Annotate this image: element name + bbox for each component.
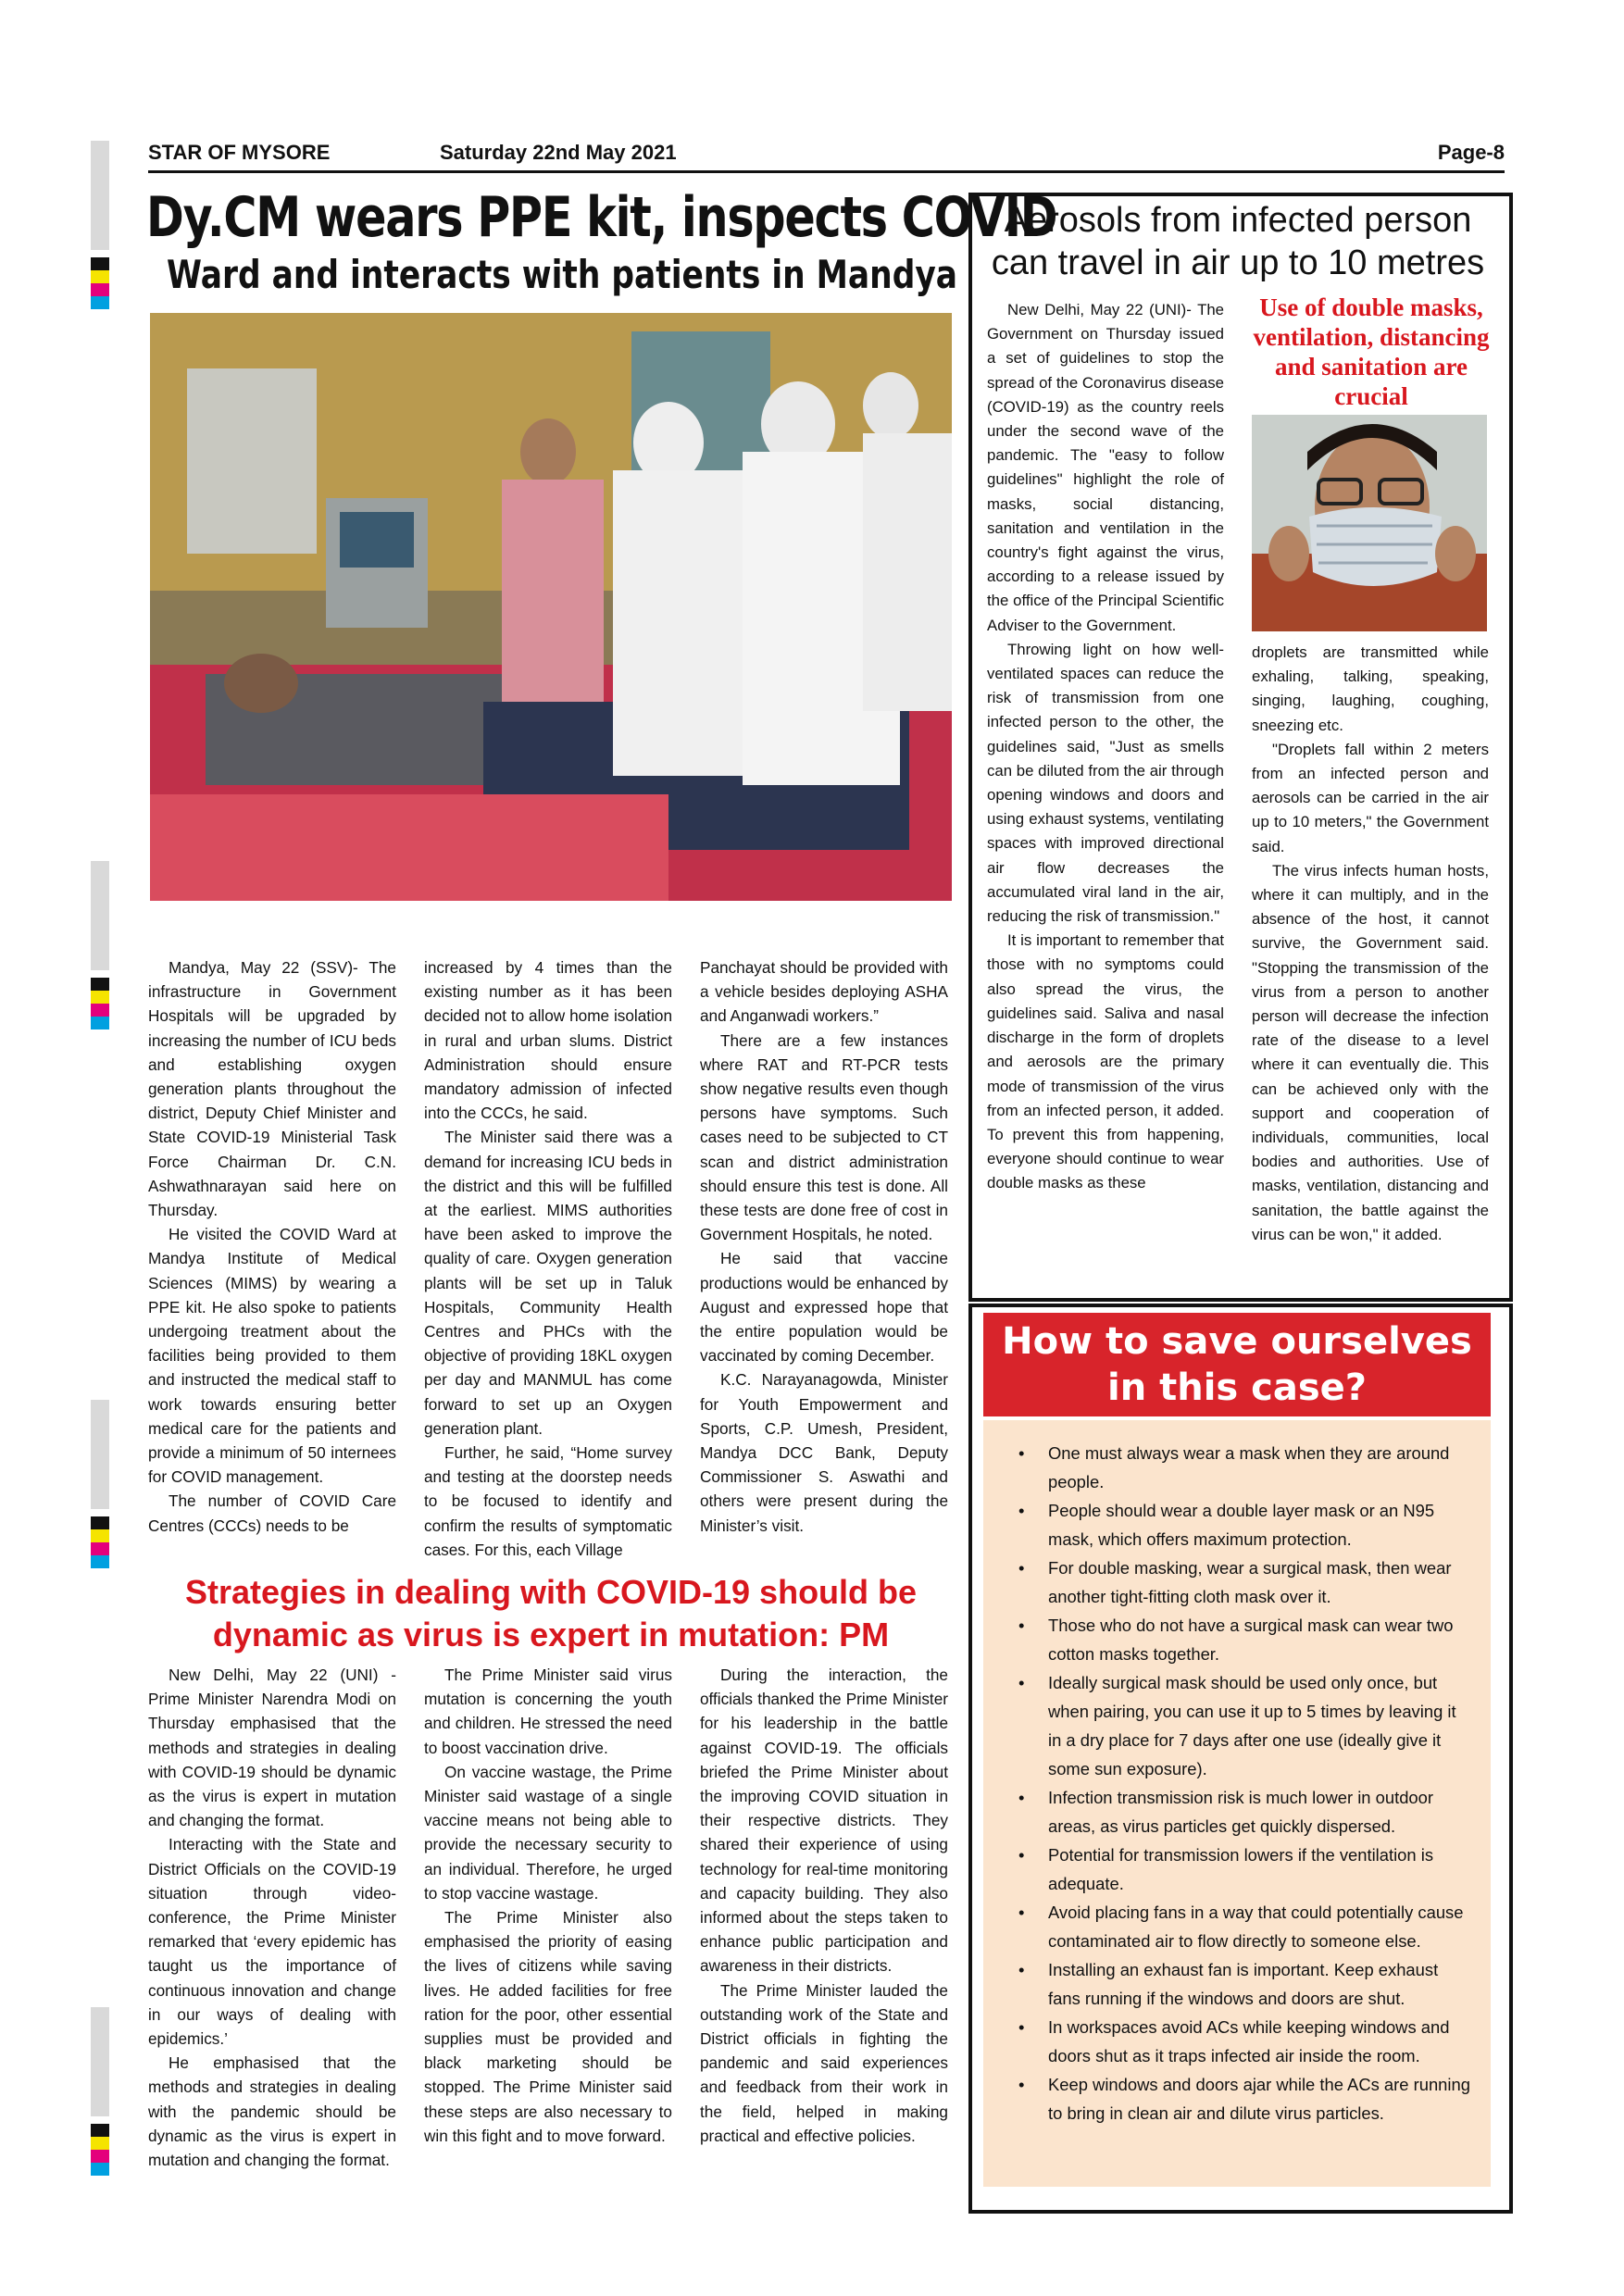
- save-tips-list: [983, 1420, 1491, 2187]
- aerosol-column-2: [1252, 641, 1489, 1247]
- paragraph: Mandya, May 22 (SSV)- The infrastructure in Government Hospitals will be upgraded by increasing the number of ICU beds and establishing oxygen generation plants throughout the district, Deputy Chief Minister and State COVID-19 Ministerial Task Force Chairman Dr. C.N. Ashwathnarayan said here on Thursday.: [148, 958, 396, 1220]
- paragraph: droplets are transmitted while exhaling, talking, speaking, singing, laughing, coughing, sneezing etc.: [1252, 643, 1489, 734]
- mask-photo: [1252, 415, 1487, 631]
- list-item: • Avoid placing fans in a way that could potentially cause contaminated air to flow directly to someone else.: [1048, 1898, 1474, 1955]
- paragraph: During the interaction, the officials thanked the Prime Minister for his leadership in the battle against COVID-19. The officials briefed the Prime Minister about the improving COVID situation in their respective districts. They shared their experience of using technology for real-time monitoring and capacity building. They also informed about the steps taken to enhance public participation and awareness in their districts.: [700, 1666, 948, 1976]
- paragraph: The virus infects human hosts, where it can multiply, and in the absence of the host, it cannot survive, the Government said. "Stopping the transmission of the virus from a person to another person will decrease the infection rate of the disease to a level where it can eventually die. This can be achieved only with the support and cooperation of individuals, communities, local bodies and authorities. Use of masks, ventilation, distancing and sanitation, the battle against the virus can be won," it added.: [1252, 861, 1489, 1243]
- cmyk-mark: [91, 978, 109, 1029]
- cmyk-mark: [91, 2124, 109, 2176]
- list-item: • Ideally surgical mask should be used only once, but when pairing, you can use it up to 5 times by leaving it in a dry place for 7 days after one use (ideally give it some sun exposure).: [1048, 1668, 1474, 1783]
- mask-photo-illustration: [1252, 415, 1487, 631]
- strategies-column-1: [148, 1663, 396, 2172]
- list-item: • Installing an exhaust fan is important. Keep exhaust fans running if the windows and doors are shut.: [1048, 1955, 1474, 2013]
- issue-date: Saturday 22nd May 2021: [440, 141, 677, 164]
- paragraph: He emphasised that the methods and strategies in dealing with the pandemic should be dynamic as the virus is expert in mutation and changing the format.: [148, 2053, 396, 2170]
- registration-strip: [91, 2007, 109, 2116]
- save-tips-headline: How to save ourselves in this case?: [983, 1313, 1491, 1416]
- strategies-subheadline: dynamic as virus is expert in mutation: PM: [212, 1616, 890, 1653]
- paragraph: New Delhi, May 22 (UNI) - Prime Minister Narendra Modi on Thursday emphasised that the methods and strategies in dealing with COVID-19 should be dynamic as the virus is expert in mutation and changing the format.: [148, 1666, 396, 1830]
- registration-strip: [91, 861, 109, 970]
- list-item: • In workspaces avoid ACs while keeping windows and doors shut as it traps infected air inside the room.: [1048, 2013, 1474, 2070]
- paragraph: It is important to remember that those with no symptoms could also spread the virus, the guidelines said. Saliva and nasal discharge in the form of droplets and aerosols are the primary mode of transmission of the virus from an infected person, it added. To prevent this from happening, everyone should continue to wear double masks as these: [987, 931, 1224, 1192]
- paragraph: On vaccine wastage, the Prime Minister said wastage of a single vaccine means not being able to provide the necessary security to an individual. Therefore, he urged to stop vaccine wastage.: [424, 1762, 672, 1903]
- pull-quote: Use of double masks, ventilation, distancing and sanitation are crucial: [1253, 293, 1490, 410]
- paragraph: increased by 4 times than the existing number as it has been decided not to allow home isolation in rural and urban slums. District Administration should ensure mandatory admission of infected into the CCCs, he said.: [424, 958, 672, 1123]
- aerosol-column-1: [987, 298, 1224, 1196]
- main-story-column-1: [148, 955, 396, 1538]
- main-story-column-3: [700, 955, 948, 1538]
- paragraph: The Prime Minister lauded the outstanding work of the State and District officials in fighting the pandemic and said experiences and feedback from their work in the field, helped in making practical and effective policies.: [700, 1980, 948, 2145]
- strategies-column-2: [424, 1663, 672, 2148]
- list-item: • One must always wear a mask when they are around people.: [1048, 1439, 1474, 1496]
- paper-name: STAR OF MYSORE: [148, 141, 331, 164]
- paragraph: The Minister said there was a demand for increasing ICU beds in the district and this will be fulfilled at the earliest. MIMS authorities have been asked to improve the quality of care. Oxygen generation plants will be set up in Taluk Hospitals, Community Health Centres and PHCs with the objective of providing 18KL oxygen per day and MANMUL has come forward to set up an Oxygen generation plant.: [424, 1128, 672, 1438]
- paragraph: Panchayat should be provided with a vehicle besides deploying ASHA and Anganwadi workers.”: [700, 958, 948, 1026]
- paragraph: The Prime Minister also emphasised the priority of easing the lives of citizens while saving lives. He added facilities for free ration for the poor, other essential supplies must be provided and black marketing should be stopped. The Prime Minister said these steps are also necessary to win this fight and to move forward.: [424, 1908, 672, 2145]
- list-item: • Keep windows and doors ajar while the ACs are running to bring in clean air and dilute virus particles.: [1048, 2070, 1474, 2128]
- page-number: Page-8: [1437, 141, 1505, 164]
- paragraph: K.C. Narayanagowda, Minister for Youth Empowerment and Sports, C.P. Umesh, President, Mandya DCC Bank, Deputy Commissioner S. Aswathi and others were present during the Minister’s visit.: [700, 1370, 948, 1535]
- list-item: • Infection transmission risk is much lower in outdoor areas, as virus particles get quickly dispersed.: [1048, 1783, 1474, 1841]
- strategies-column-3: [700, 1663, 948, 2148]
- cmyk-mark: [91, 257, 109, 309]
- list-item: • For double masking, wear a surgical mask, then wear another tight-fitting cloth mask over it.: [1048, 1554, 1474, 1611]
- main-headline: Dy.CM wears PPE kit, inspects COVID: [146, 185, 1057, 250]
- main-subheadline: Ward and interacts with patients in Mandya: [167, 252, 958, 297]
- paragraph: He visited the COVID Ward at Mandya Institute of Medical Sciences (MIMS) by wearing a PPE kit. He also spoke to patients undergoing treatment about the facilities being provided to them and instructed the medical staff to work towards ensuring better medical care for the patients and provide a minimum of 50 internees for COVID management.: [148, 1225, 396, 1487]
- list-item: • Those who do not have a surgical mask can wear two cotton masks together.: [1048, 1611, 1474, 1668]
- paragraph: Interacting with the State and District Officials on the COVID-19 situation through video-conference, the Prime Minister remarked that ‘every epidemic has taught us the importance of continuous innovation and change in our ways of dealing with epidemics.’: [148, 1835, 396, 2049]
- strategies-headline: Strategies in dealing with COVID-19 should be: [184, 1573, 918, 1611]
- header-rule: [148, 170, 1505, 173]
- registration-strip: [91, 141, 109, 250]
- paragraph: Throwing light on how well-ventilated spaces can reduce the risk of transmission from one infected person to the other, the guidelines said, "Just as smells can be diluted from the air through opening windows and doors and using exhaust systems, ventilating spaces with improved directional air flow decreases the accumulated viral land in the air, reducing the risk of transmission.": [987, 640, 1224, 926]
- main-story-column-2: [424, 955, 672, 1562]
- list-item: • Potential for transmission lowers if the ventilation is adequate.: [1048, 1841, 1474, 1898]
- paragraph: Further, he said, “Home survey and testing at the doorstep needs to be focused to identify and confirm the results of symptomatic cases. For this, each Village: [424, 1443, 672, 1559]
- paragraph: The Prime Minister said virus mutation is concerning the youth and children. He stressed the need to boost vaccination drive.: [424, 1666, 672, 1757]
- paragraph: There are a few instances where RAT and RT-PCR tests show negative results even though persons have symptoms. Such cases need to be subjected to CT scan and district administration should ensure this test is done. All these tests are done free of cost in Government Hospitals, he noted.: [700, 1030, 948, 1244]
- ppe-ward-photo: [150, 313, 952, 901]
- cmyk-mark: [91, 1516, 109, 1568]
- paragraph: "Droplets fall within 2 meters from an infected person and aerosols can be carried in the air up to 10 meters," the Government said.: [1252, 740, 1489, 855]
- list-item: • People should wear a double layer mask or an N95 mask, which offers maximum protection.: [1048, 1496, 1474, 1554]
- registration-strip: [91, 1400, 109, 1509]
- paragraph: New Delhi, May 22 (UNI)- The Government on Thursday issued a set of guidelines to stop the spread of the Coronavirus disease (COVID-19) as the country reels under the second wave of the pandemic. The "easy to follow guidelines" highlight the role of masks, social distancing, sanitation and ventilation in the country's fight against the virus, according to a release issued by the office of the Principal Scientific Adviser to the Government.: [987, 301, 1224, 634]
- paragraph: He said that vaccine productions would be enhanced by August and expressed hope that the entire population would be vaccinated by coming December.: [700, 1249, 948, 1366]
- paragraph: The number of COVID Care Centres (CCCs) needs to be: [148, 1491, 396, 1535]
- aerosol-headline: Aerosols from infected person can travel in air up to 10 metres: [991, 201, 1485, 282]
- ppe-ward-photo-illustration: [150, 313, 952, 901]
- page-header: [148, 141, 1505, 168]
